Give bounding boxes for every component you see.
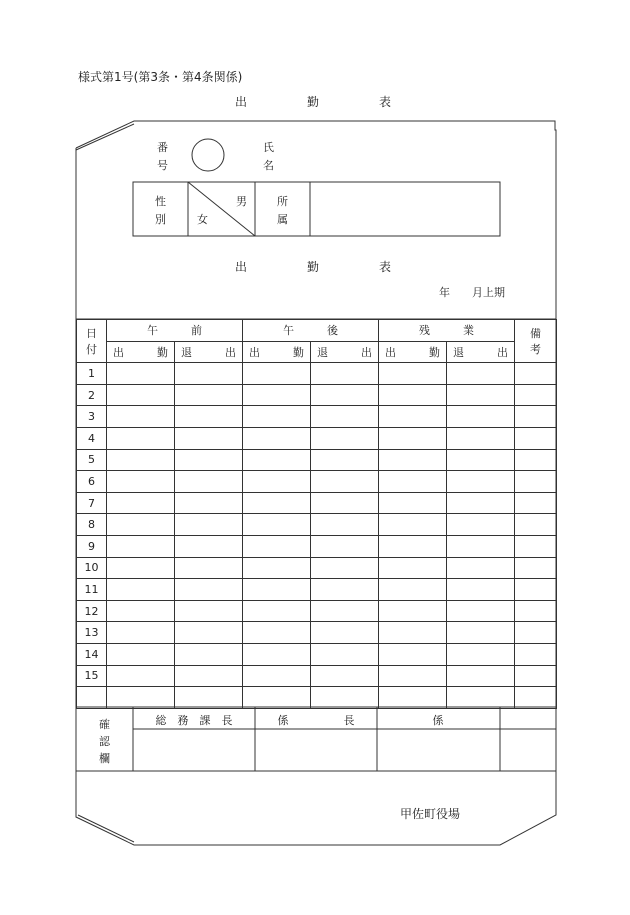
entry-cell[interactable] <box>175 363 243 385</box>
entry-cell[interactable] <box>379 363 447 385</box>
entry-cell[interactable] <box>175 665 243 687</box>
entry-cell[interactable] <box>379 600 447 622</box>
entry-cell[interactable] <box>515 406 557 428</box>
day-number: 14 <box>77 643 107 665</box>
table-row <box>77 579 557 601</box>
entry-cell[interactable] <box>107 557 175 579</box>
day-number: 3 <box>77 406 107 428</box>
entry-cell[interactable] <box>175 579 243 601</box>
afternoon-header: 午 後 <box>243 320 379 342</box>
entry-cell[interactable] <box>447 600 515 622</box>
table-row <box>77 427 557 449</box>
day-number <box>77 687 107 709</box>
entry-cell[interactable] <box>175 687 243 709</box>
entry-cell[interactable] <box>311 687 379 709</box>
entry-cell[interactable] <box>515 535 557 557</box>
entry-cell[interactable] <box>515 427 557 449</box>
entry-cell[interactable] <box>447 363 515 385</box>
entry-cell[interactable] <box>379 687 447 709</box>
overtime-header: 残 業 <box>379 320 515 342</box>
entry-cell[interactable] <box>107 471 175 493</box>
entry-cell[interactable] <box>311 471 379 493</box>
table-row <box>77 535 557 557</box>
entry-cell[interactable] <box>447 471 515 493</box>
entry-cell[interactable] <box>379 535 447 557</box>
entry-cell[interactable] <box>515 687 557 709</box>
entry-cell[interactable] <box>243 514 311 536</box>
entry-cell[interactable] <box>243 579 311 601</box>
confirm-label-2: 認 <box>99 735 110 748</box>
entry-cell[interactable] <box>447 384 515 406</box>
general-affairs-chief: 総 務 課 長 <box>155 714 233 727</box>
entry-cell[interactable] <box>379 514 447 536</box>
entry-cell[interactable] <box>515 492 557 514</box>
entry-cell[interactable] <box>379 579 447 601</box>
gender-label-2: 別 <box>155 213 166 226</box>
number-label-1: 番 <box>157 141 168 154</box>
afternoon-in-header: 出 勤 <box>243 341 311 363</box>
entry-cell[interactable] <box>243 535 311 557</box>
entry-cell[interactable] <box>311 492 379 514</box>
entry-cell[interactable] <box>311 427 379 449</box>
entry-cell[interactable] <box>107 514 175 536</box>
day-number: 15 <box>77 665 107 687</box>
day-number: 6 <box>77 471 107 493</box>
entry-cell[interactable] <box>515 449 557 471</box>
entry-cell[interactable] <box>515 363 557 385</box>
female-option: 女 <box>197 213 208 226</box>
overtime-out-header: 退 出 <box>447 341 515 363</box>
table-row <box>77 471 557 493</box>
entry-cell[interactable] <box>243 665 311 687</box>
entry-cell[interactable] <box>515 665 557 687</box>
entry-cell[interactable] <box>379 406 447 428</box>
entry-cell[interactable] <box>447 665 515 687</box>
entry-cell[interactable] <box>175 557 243 579</box>
entry-cell[interactable] <box>311 622 379 644</box>
entry-cell[interactable] <box>243 427 311 449</box>
entry-cell[interactable] <box>175 514 243 536</box>
entry-cell[interactable] <box>311 384 379 406</box>
entry-cell[interactable] <box>107 643 175 665</box>
table-row <box>77 622 557 644</box>
entry-cell[interactable] <box>243 363 311 385</box>
entry-cell[interactable] <box>175 643 243 665</box>
entry-cell[interactable] <box>107 665 175 687</box>
overtime-in-header: 出 勤 <box>379 341 447 363</box>
morning-header: 午 前 <box>107 320 243 342</box>
dept-label-2: 属 <box>277 213 288 226</box>
entry-cell[interactable] <box>447 643 515 665</box>
confirm-label-3: 欄 <box>99 752 110 765</box>
table-row <box>77 600 557 622</box>
day-number: 12 <box>77 600 107 622</box>
entry-cell[interactable] <box>379 622 447 644</box>
entry-cell[interactable] <box>175 406 243 428</box>
entry-cell[interactable] <box>447 427 515 449</box>
period-label: 年 月上期 <box>439 286 505 299</box>
dept-label-1: 所 <box>277 195 288 208</box>
name-label-1: 氏 <box>263 141 274 154</box>
entry-cell[interactable] <box>243 600 311 622</box>
day-number: 1 <box>77 363 107 385</box>
day-number: 13 <box>77 622 107 644</box>
entry-cell[interactable] <box>311 600 379 622</box>
day-header: 日 付 <box>77 320 107 363</box>
number-label-2: 号 <box>157 159 168 172</box>
entry-cell[interactable] <box>243 687 311 709</box>
entry-cell[interactable] <box>515 643 557 665</box>
staff-in-charge: 係 <box>432 714 444 727</box>
entry-cell[interactable] <box>175 622 243 644</box>
entry-cell[interactable] <box>107 427 175 449</box>
section-chief: 係 長 <box>277 714 355 727</box>
entry-cell[interactable] <box>379 665 447 687</box>
entry-cell[interactable] <box>379 449 447 471</box>
table-row <box>77 406 557 428</box>
entry-cell[interactable] <box>311 665 379 687</box>
entry-cell[interactable] <box>107 449 175 471</box>
day-number: 9 <box>77 535 107 557</box>
entry-cell[interactable] <box>447 492 515 514</box>
attendance-table <box>76 319 557 709</box>
entry-cell[interactable] <box>515 557 557 579</box>
entry-cell[interactable] <box>107 492 175 514</box>
day-number: 7 <box>77 492 107 514</box>
entry-cell[interactable] <box>447 622 515 644</box>
entry-cell[interactable] <box>379 492 447 514</box>
table-row <box>77 363 557 385</box>
table-row <box>77 643 557 665</box>
entry-cell[interactable] <box>447 687 515 709</box>
entry-cell[interactable] <box>515 384 557 406</box>
entry-cell[interactable] <box>311 363 379 385</box>
day-number: 4 <box>77 427 107 449</box>
entry-cell[interactable] <box>311 643 379 665</box>
table-row <box>77 449 557 471</box>
entry-cell[interactable] <box>243 406 311 428</box>
entry-cell[interactable] <box>379 557 447 579</box>
entry-cell[interactable] <box>447 535 515 557</box>
entry-cell[interactable] <box>243 384 311 406</box>
entry-cell[interactable] <box>379 643 447 665</box>
table-row <box>77 384 557 406</box>
gender-label-1: 性 <box>155 195 166 208</box>
entry-cell[interactable] <box>379 384 447 406</box>
entry-cell[interactable] <box>447 514 515 536</box>
entry-cell[interactable] <box>243 471 311 493</box>
entry-cell[interactable] <box>515 471 557 493</box>
male-option: 男 <box>236 195 247 208</box>
entry-cell[interactable] <box>107 406 175 428</box>
entry-cell[interactable] <box>447 449 515 471</box>
entry-cell[interactable] <box>243 557 311 579</box>
morning-in-header: 出 勤 <box>107 341 175 363</box>
top-title: 出 勤 表 <box>234 95 392 109</box>
entry-cell[interactable] <box>447 557 515 579</box>
entry-cell[interactable] <box>311 406 379 428</box>
entry-cell[interactable] <box>107 384 175 406</box>
entry-cell[interactable] <box>311 557 379 579</box>
entry-cell[interactable] <box>311 449 379 471</box>
day-number: 11 <box>77 579 107 601</box>
entry-cell[interactable] <box>515 622 557 644</box>
entry-cell[interactable] <box>243 449 311 471</box>
entry-cell[interactable] <box>107 622 175 644</box>
entry-cell[interactable] <box>175 449 243 471</box>
afternoon-out-header: 退 出 <box>311 341 379 363</box>
entry-cell[interactable] <box>379 427 447 449</box>
entry-cell[interactable] <box>311 514 379 536</box>
form-number-label: 様式第1号(第3条・第4条関係) <box>78 70 243 84</box>
entry-cell[interactable] <box>175 384 243 406</box>
office-name: 甲佐町役場 <box>400 807 461 821</box>
entry-cell[interactable] <box>311 535 379 557</box>
table-row <box>77 687 557 709</box>
entry-cell[interactable] <box>447 579 515 601</box>
entry-cell[interactable] <box>175 492 243 514</box>
table-row <box>77 557 557 579</box>
entry-cell[interactable] <box>243 622 311 644</box>
name-label-2: 名 <box>263 159 274 172</box>
table-row <box>77 665 557 687</box>
inner-title: 出 勤 表 <box>234 260 392 274</box>
entry-cell[interactable] <box>175 535 243 557</box>
entry-cell[interactable] <box>311 579 379 601</box>
entry-cell[interactable] <box>447 406 515 428</box>
day-number: 2 <box>77 384 107 406</box>
entry-cell[interactable] <box>243 643 311 665</box>
table-row <box>77 492 557 514</box>
entry-cell[interactable] <box>175 600 243 622</box>
day-number: 10 <box>77 557 107 579</box>
entry-cell[interactable] <box>515 600 557 622</box>
entry-cell[interactable] <box>243 492 311 514</box>
entry-cell[interactable] <box>175 427 243 449</box>
entry-cell[interactable] <box>107 535 175 557</box>
morning-out-header: 退 出 <box>175 341 243 363</box>
entry-cell[interactable] <box>107 600 175 622</box>
remarks-header: 備 考 <box>515 320 557 363</box>
table-row <box>77 514 557 536</box>
confirm-label-1: 確 <box>99 718 110 731</box>
entry-cell[interactable] <box>175 471 243 493</box>
entry-cell[interactable] <box>107 579 175 601</box>
day-number: 5 <box>77 449 107 471</box>
entry-cell[interactable] <box>515 514 557 536</box>
entry-cell[interactable] <box>515 579 557 601</box>
entry-cell[interactable] <box>379 471 447 493</box>
entry-cell[interactable] <box>107 363 175 385</box>
entry-cell[interactable] <box>107 687 175 709</box>
day-number: 8 <box>77 514 107 536</box>
